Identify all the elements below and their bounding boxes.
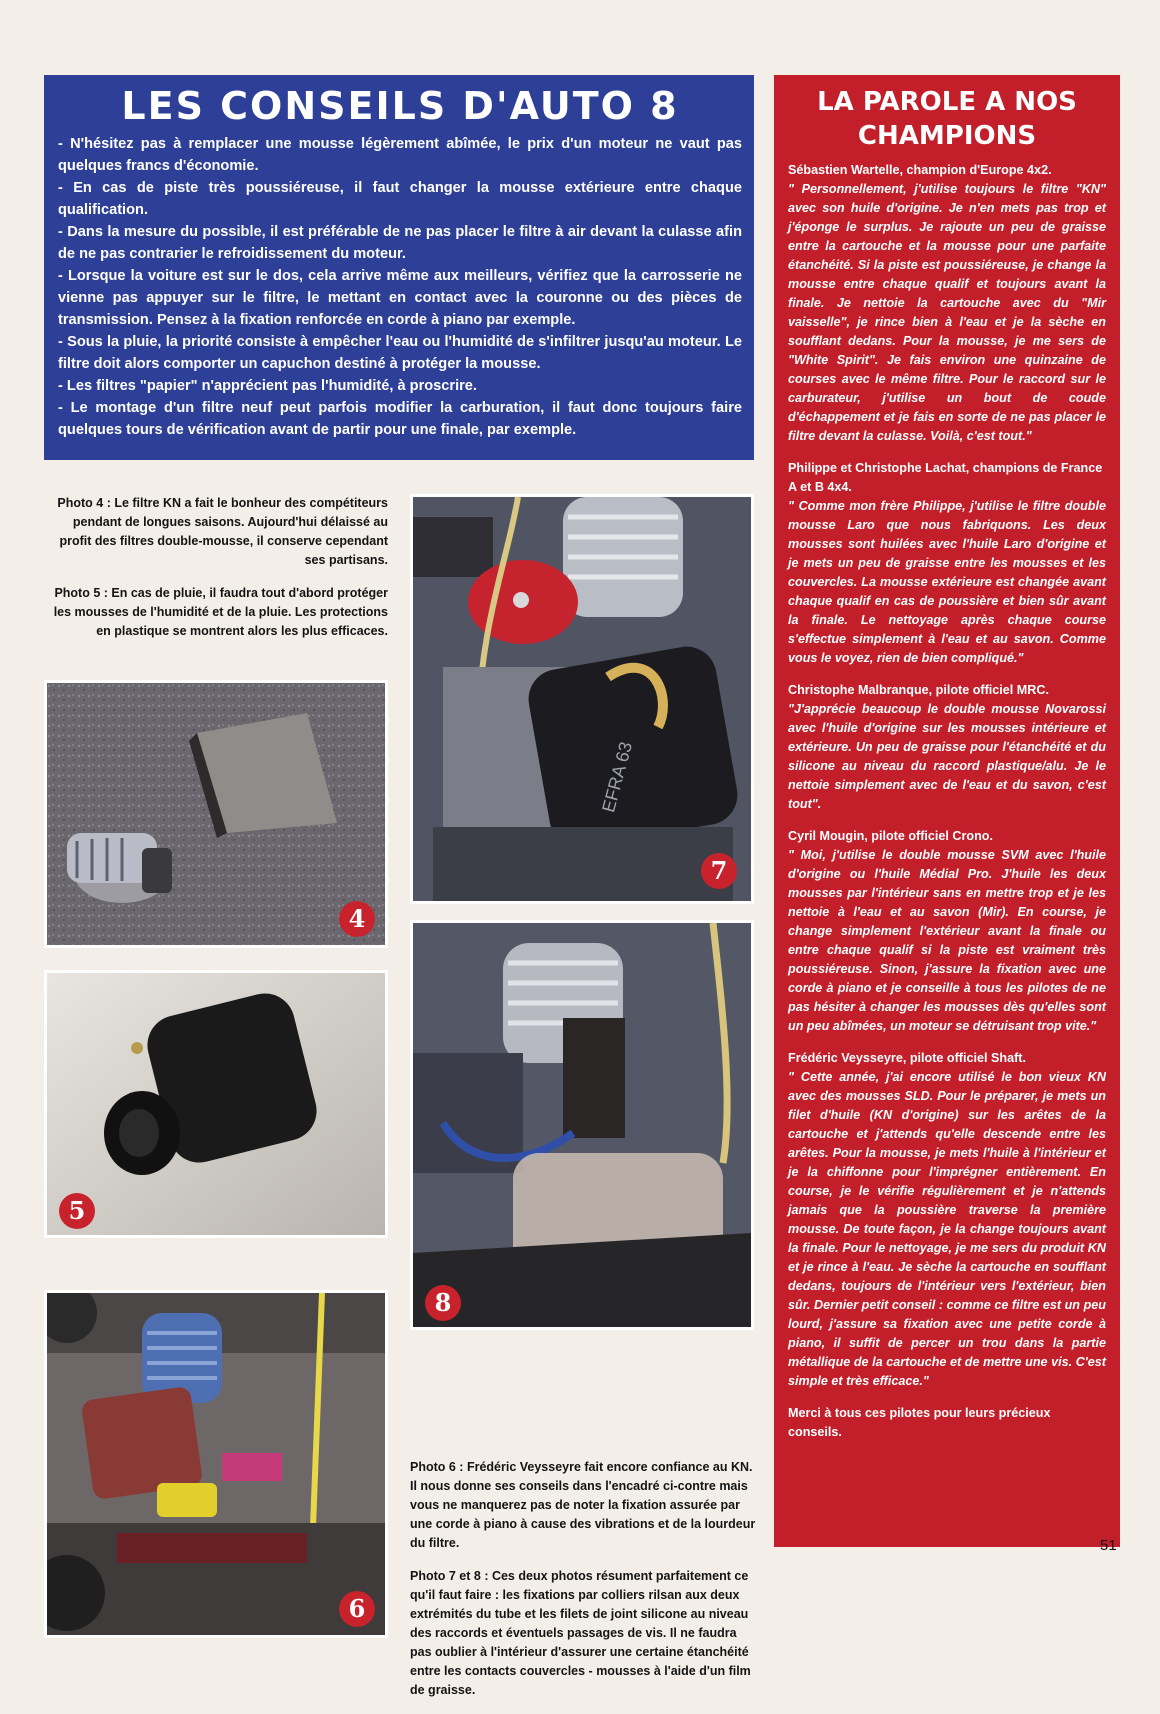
champion-quote: " Cette année, j'ai encore utilisé le bon vieux KN avec des mousses SLD. Pour le préparer, je mets un filet d'huile (KN d'origine) sur les arêtes de la cartouche et j'attends qu'elle descende entre les arêtes. Pour la mousse, je mets l'huile à l'intérieur et je la chiffonne pour l'imprégner entièrement. En course, je le vérifie régulièrement et je n'attends jamais que la poussière traverse la première mousse. De toute façon, je la change toujours avant la finale. Pour le nettoyage, je me sers du produit KN et je rince à l'eau. Je sèche la cartouche en soufflant dedans, toujours de l'intérieur vers l'extérieur, bien sûr. Dernier petit conseil : comme ce filtre est un peu lourd, j'assure sa fixation avec une petite corde à piano, il suffit de percer un trou dans la partie métallique de la cartouche et de mettre une vis. C'est simple et très efficace.": [788, 1070, 1106, 1388]
photo-number-badge: 5: [59, 1193, 95, 1229]
caption-photo7-8: Photo 7 et 8 : Ces deux photos résument parfaitement ce qu'il faut faire : les fixations par colliers rilsan aux deux extrémités du tube et les filets de joint silicone au niveau des raccords et éventuels passages de vis. Il ne faudra pas oublier à l'intérieur d'assurer une certaine étanchéité entre les contacts couvercles - mousses à l'aide d'un film de graisse.: [410, 1569, 751, 1697]
photo-7-casting-text: EFRA 63: [598, 739, 637, 815]
champion-quote: " Comme mon frère Philippe, j'utilise le filtre double mousse Laro que nous fabriquons. Les deux mousses sont huilées avec l'huile Laro d'origine et je mets un peu de graisse entre les mousses et les couvercles. La mousse extérieure est changée avant chaque qualif en cas de poussière et bien sûr avant la finale. Le nettoyage après chaque course s'effectue simplement à l'eau et au savon. Comme vous le voyez, rien de bien compliqué.": [788, 499, 1106, 665]
champions-box: [774, 75, 1120, 1547]
champion-quote: " Personnellement, j'utilise toujours le filtre "KN" avec son huile d'origine. Je n'en mets pas trop et j'éponge le surplus. Je rajoute un peu de graisse entre la cartouche et la mousse pour une parfaite étanchéité. Si la piste est poussiéreuse, je change la mousse entre chaque qualif et toujours avant la finale. Je nettoie la cartouche avec du "Mir vaisselle", je rince bien à l'eau et je la sèche en soufflant dedans. Pour la mousse, je me sers de "White Spirit". Je fais environ une quinzaine de courses avec le même filtre. Pour le raccord sur le carburateur, j'utilise un bout de coude d'échappement et je fais en sorte de ne pas placer le filtre devant la culasse. Voilà, c'est tout.": [788, 182, 1106, 443]
photo-7: [410, 494, 754, 904]
caption-photo5: Photo 5 : En cas de pluie, il faudra tout d'abord protéger les mousses de l'humidité et de la pluie. Les protections en plastique se montrent alors les plus efficaces.: [53, 586, 388, 638]
conseil-tip: - Lorsque la voiture est sur le dos, cela arrive même aux meilleurs, vérifiez que la carrosserie ne vienne pas appuyer sur le filtre, le mettant en contact avec la couronne ou des pièces de transmission. Pensez à la fixation renforcée en corde à piano par exemple.: [58, 268, 742, 328]
photo-number-badge: 7: [701, 853, 737, 889]
conseils-box: [44, 75, 754, 460]
photo-8: [410, 920, 754, 1330]
conseils-title: LES CONSEILS D'AUTO 8: [121, 84, 679, 128]
champion-name: Christophe Malbranque, pilote officiel MRC.: [788, 683, 1049, 697]
conseil-tip: - Les filtres "papier" n'apprécient pas l'humidité, à proscrire.: [58, 378, 477, 394]
champion-name: Sébastien Wartelle, champion d'Europe 4x2.: [788, 163, 1052, 177]
photo-4-image: [47, 683, 385, 945]
conseil-tip: - Sous la pluie, la priorité consiste à empêcher l'eau ou l'humidité de s'infiltrer jusqu'au moteur. Le filtre doit alors comporter un capuchon destiné à protéger la mousse.: [58, 334, 742, 372]
captions-photo6-7-8: [410, 1458, 758, 1714]
captions-photo4-5: [44, 494, 388, 655]
photo-4: [44, 680, 388, 948]
champions-title: [788, 85, 1106, 153]
photo-number-badge: 6: [339, 1591, 375, 1627]
photo-number-badge: 4: [339, 901, 375, 937]
champions-title-line1: LA PAROLE A NOS: [817, 87, 1077, 117]
conseil-tip: - Dans la mesure du possible, il est préférable de ne pas placer le filtre à air devant la culasse afin de ne pas contrarier le refroidissement du moteur.: [58, 224, 742, 262]
photo-5-image: [47, 973, 385, 1235]
photo-number-badge: 8: [425, 1285, 461, 1321]
champions-title-line2: CHAMPIONS: [857, 121, 1037, 151]
photo-8-image: [413, 923, 751, 1327]
champion-name: Philippe et Christophe Lachat, champions de France A et B 4x4.: [788, 461, 1103, 494]
champion-name: Cyril Mougin, pilote officiel Crono.: [788, 829, 993, 843]
champion-name: Frédéric Veysseyre, pilote officiel Shaft.: [788, 1051, 1026, 1065]
conseil-tip: - Le montage d'un filtre neuf peut parfois modifier la carburation, il faut donc toujours faire quelques tours de vérification avant de partir pour une finale, par exemple.: [58, 400, 742, 438]
caption-photo4: Photo 4 : Le filtre KN a fait le bonheur des compétiteurs pendant de longues saisons. Aujourd'hui délaissé au profit des filtres double-mousse, il conserve cependant ses partisans.: [57, 496, 388, 567]
conseil-tip: - En cas de piste très poussiéreuse, il faut changer la mousse extérieure entre chaque qualification.: [58, 180, 742, 218]
page-number: 51: [1100, 1537, 1117, 1554]
caption-photo6: Photo 6 : Frédéric Veysseyre fait encore confiance au KN. Il nous donne ses conseils dans l'encadré ci-contre mais vous ne manquerez pas de noter la fixation assurée par une corde à piano à cause des vibrations et de la lourdeur du filtre.: [410, 1460, 756, 1550]
photo-6-image: [47, 1293, 385, 1635]
conseil-tip: - N'hésitez pas à remplacer une mousse légèrement abîmée, le prix d'un moteur ne vaut pas quelques francs d'économie.: [58, 136, 742, 174]
champion-quote: " Moi, j'utilise le double mousse SVM avec l'huile d'origine ou l'huile Médial Pro. J'huile les deux mousses par l'intérieur sans en mettre trop et je les nettoie à l'eau et au savon (Mir). En course, je change simplement l'extérieur avant la finale ou entre chaque qualif si la piste est vraiment très poussiéreuse. Sinon, j'assure la fixation avec une corde à piano et je conseille à tous les pilotes de ne pas hésiter à changer les mousses dès qu'elles sont un peu abîmées, un moteur se détruisant trop vite.": [788, 848, 1106, 1033]
photo-5: [44, 970, 388, 1238]
photo-6: [44, 1290, 388, 1638]
champion-quote: "J'apprécie beaucoup le double mousse Novarossi avec l'huile d'origine sur les mousses intérieure et extérieure. Un peu de graisse pour l'étanchéité et du silicone au niveau du raccord plastique/alu. Je le nettoie simplement avec de l'eau et du savon, c'est tout".: [788, 702, 1106, 811]
photo-7-image: [413, 497, 751, 901]
champions-closing: Merci à tous ces pilotes pour leurs précieux conseils.: [788, 1406, 1051, 1439]
